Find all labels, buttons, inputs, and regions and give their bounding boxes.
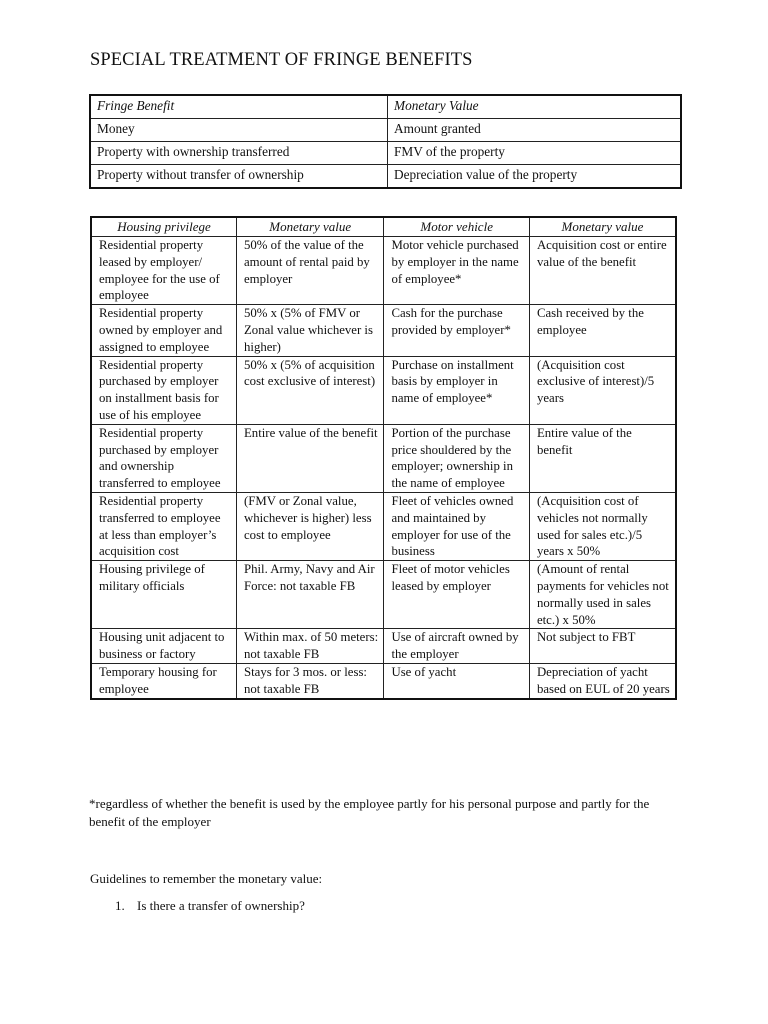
table-row (91, 492, 676, 560)
table-cell: Cash for the purchase provided by employer* (384, 305, 529, 356)
fringe-benefit-table (89, 94, 682, 189)
table-cell: Residential property purchased by employer on installment basis for use of his employee (91, 356, 236, 424)
table-cell: Depreciation of yacht based on EUL of 20 years (529, 663, 676, 698)
table-cell: (Amount of rental payments for vehicles not normally used in sales etc.) x 50% (529, 561, 676, 629)
table-cell: Portion of the purchase price shouldered by the employer; ownership in the name of employee (384, 424, 529, 492)
table-cell: Residential property purchased by employer and ownership transferred to employee (91, 424, 236, 492)
table-cell: Amount granted (388, 119, 682, 142)
table-cell: Purchase on installment basis by employer in name of employee* (384, 356, 529, 424)
column-header: Monetary value (529, 217, 676, 237)
table-row (91, 424, 676, 492)
column-header: Fringe Benefit (90, 95, 388, 119)
table-cell: Use of yacht (384, 663, 529, 698)
table-cell: (Acquisition cost exclusive of interest)/5 years (529, 356, 676, 424)
table-cell: FMV of the property (388, 142, 682, 165)
table-cell: Residential property leased by employer/ employee for the use of employee (91, 237, 236, 305)
table-row (91, 629, 676, 664)
table-cell: Acquisition cost or entire value of the benefit (529, 237, 676, 305)
table-cell: Within max. of 50 meters: not taxable FB (236, 629, 383, 664)
table-row (91, 237, 676, 305)
page-title: SPECIAL TREATMENT OF FRINGE BENEFITS (90, 50, 473, 70)
table-row (91, 561, 676, 629)
table-row (90, 142, 681, 165)
table-cell: Motor vehicle purchased by employer in the name of employee* (384, 237, 529, 305)
table-cell: Cash received by the employee (529, 305, 676, 356)
table-row (90, 165, 681, 189)
table-cell: Housing privilege of military officials (91, 561, 236, 629)
table-cell: Depreciation value of the property (388, 165, 682, 189)
table-cell: Money (90, 119, 388, 142)
table-cell: Phil. Army, Navy and Air Force: not taxable FB (236, 561, 383, 629)
table-cell: Residential property owned by employer and assigned to employee (91, 305, 236, 356)
list-item-number: 1. (115, 898, 125, 913)
table-cell: (FMV or Zonal value, whichever is higher) less cost to employee (236, 492, 383, 560)
table-cell: Residential property transferred to employee at less than employer’s acquisition cost (91, 492, 236, 560)
table-cell: Property without transfer of ownership (90, 165, 388, 189)
table-row (91, 663, 676, 698)
column-header: Monetary value (236, 217, 383, 237)
table-row (91, 356, 676, 424)
table-header-row (90, 95, 681, 119)
table-cell: Fleet of vehicles owned and maintained by employer for use of the business (384, 492, 529, 560)
table-cell: Housing unit adjacent to business or factory (91, 629, 236, 664)
column-header: Housing privilege (91, 217, 236, 237)
table-cell: Property with ownership transferred (90, 142, 388, 165)
table-cell: Entire value of the benefit (236, 424, 383, 492)
table-cell: Temporary housing for employee (91, 663, 236, 698)
column-header: Monetary Value (388, 95, 682, 119)
table-cell: 50% of the value of the amount of rental paid by employer (236, 237, 383, 305)
table-cell: Use of aircraft owned by the employer (384, 629, 529, 664)
list-item-text: Is there a transfer of ownership? (137, 898, 305, 913)
table-cell: Not subject to FBT (529, 629, 676, 664)
table-cell: Stays for 3 mos. or less: not taxable FB (236, 663, 383, 698)
table-cell: 50% x (5% of acquisition cost exclusive of interest) (236, 356, 383, 424)
housing-vehicle-table (90, 216, 677, 700)
footnote: *regardless of whether the benefit is used by the employee partly for his personal purpose and partly for the benefit of the employer (89, 796, 650, 829)
guidelines-heading: Guidelines to remember the monetary value: (90, 871, 323, 886)
table-cell: Fleet of motor vehicles leased by employer (384, 561, 529, 629)
table-cell: 50% x (5% of FMV or Zonal value whichever is higher) (236, 305, 383, 356)
table-cell: (Acquisition cost of vehicles not normally used for sales etc.)/5 years x 50% (529, 492, 676, 560)
table-header-row (91, 217, 676, 237)
table-row (90, 119, 681, 142)
table-cell: Entire value of the benefit (529, 424, 676, 492)
column-header: Motor vehicle (384, 217, 529, 237)
list-item (115, 898, 305, 914)
table-row (91, 305, 676, 356)
